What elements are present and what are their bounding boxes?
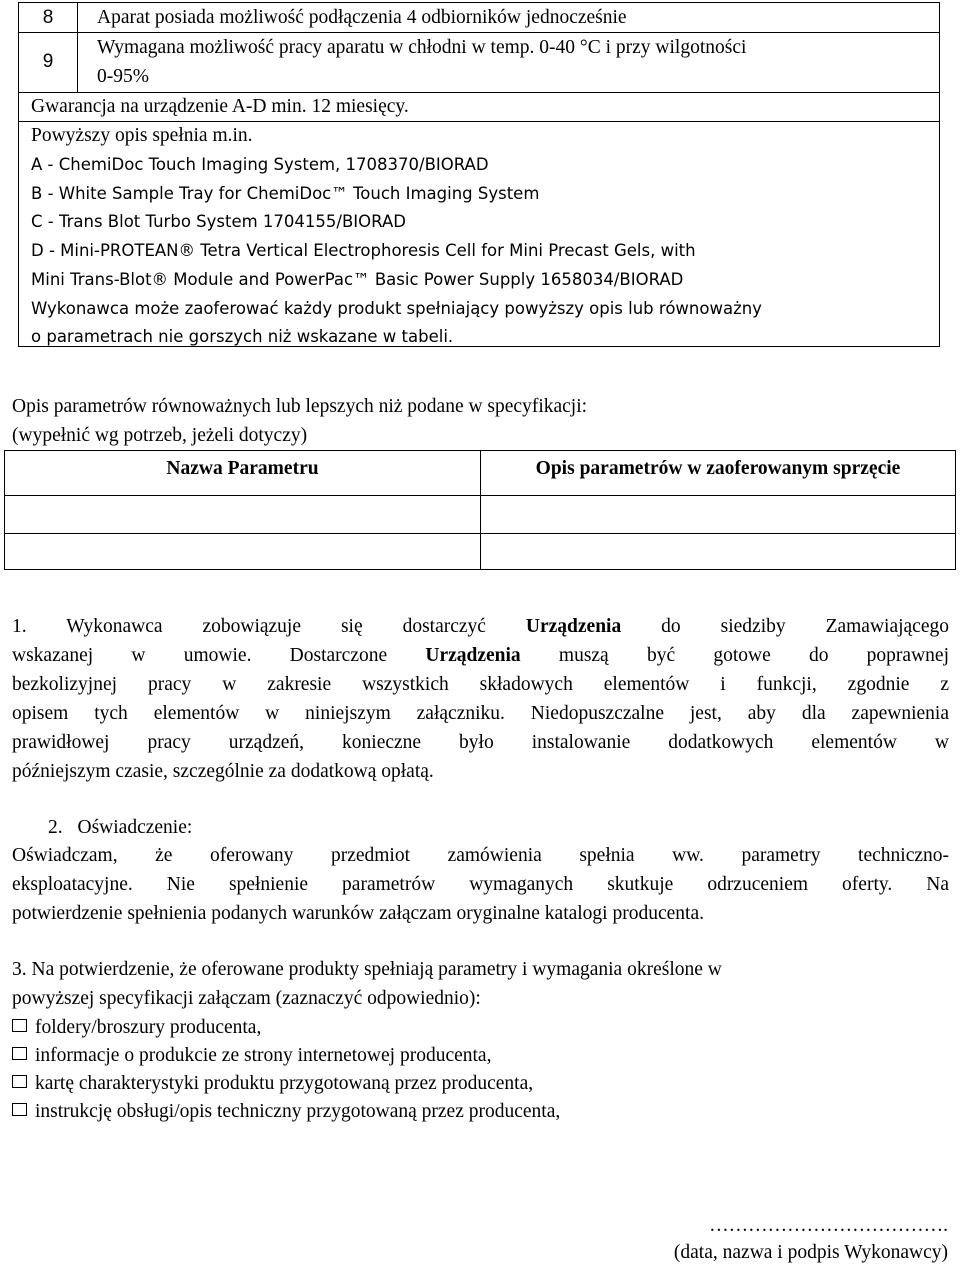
signature-line: ………………………………. (709, 1215, 948, 1236)
row-divider (5, 533, 955, 534)
emphasized-term: Urządzenia (425, 645, 521, 666)
equivalent-hint: (wypełnić wg potrzeb, jeżeli dotyczy) (12, 425, 308, 446)
param-name-cell[interactable] (7, 536, 477, 567)
reference-line: D - Mini-PROTEAN® Tetra Vertical Electrophoresis Cell for Mini Precast Gels, with (31, 241, 696, 260)
param-description-cell[interactable] (483, 498, 953, 531)
column-header-param-name: Nazwa Parametru (166, 458, 319, 479)
declaration-line: Oświadczam, że oferowany przedmiot zamówienia spełnia ww. parametry techniczno- (12, 845, 949, 866)
declaration-heading (48, 813, 192, 842)
obligation-text: późniejszym czasie, szczególnie za dodatkową opłatą. (12, 761, 434, 782)
obligation-line (12, 641, 949, 670)
checkbox-label: foldery/broszury producenta, (35, 1017, 262, 1038)
declaration-title: Oświadczenie: (77, 817, 193, 838)
checkbox-label: informacje o produkcie ze strony internetowej producenta, (35, 1045, 492, 1066)
checkbox-option[interactable] (12, 1013, 261, 1042)
obligation-line (12, 612, 949, 641)
checkbox-square-icon[interactable] (12, 1019, 27, 1032)
attachments-intro: 3. Na potwierdzenie, że oferowane produkty spełniają parametry i wymagania określone w (12, 959, 722, 980)
reference-line: Mini Trans-Blot® Module and PowerPac™ Basic Power Supply 1658034/BIORAD (31, 270, 684, 289)
row-number: 9 (42, 51, 54, 72)
obligation-text: bezkolizyjnej pracy w zakresie wszystkich składowych elementów i funkcji, zgodnie z (12, 674, 949, 695)
obligation-text: do siedziby Zamawiającego (621, 616, 949, 637)
checkbox-label: kartę charakterystyki produktu przygotowaną przez producenta, (35, 1073, 534, 1094)
obligation-text: 1. Wykonawca zobowiązuje się dostarczyć (12, 616, 526, 637)
equivalent-params-table (4, 450, 956, 570)
checkbox-option[interactable] (12, 1041, 491, 1070)
checkbox-square-icon[interactable] (12, 1103, 27, 1116)
obligation-text: wskazanej w umowie. Dostarczone (12, 645, 426, 666)
equivalent-intro: Opis parametrów równoważnych lub lepszych niż podane w specyfikacji: (12, 396, 588, 417)
spec-row-text: Wymagana możliwość pracy aparatu w chłodni w temp. 0-40 °C i przy wilgotności (97, 37, 747, 58)
obligation-text: muszą być gotowe do poprawnej (520, 645, 949, 666)
row-divider (5, 495, 955, 496)
signature-caption: (data, nazwa i podpis Wykonawcy) (673, 1242, 948, 1263)
obligation-text: prawidłowej pracy urządzeń, konieczne było instalowanie dodatkowych elementów w (12, 732, 949, 753)
spec-row-text: 0-95% (97, 66, 149, 87)
obligation-line (12, 757, 949, 786)
reference-line: A - ChemiDoc Touch Imaging System, 1708370/BIORAD (31, 155, 489, 174)
declaration-number: 2. (48, 817, 63, 838)
param-description-cell[interactable] (483, 536, 953, 567)
reference-line: C - Trans Blot Turbo System 1704155/BIORAD (31, 212, 406, 231)
warranty-text: Gwarancja na urządzenie A-D min. 12 miesięcy. (31, 96, 409, 117)
obligation-paragraph (12, 612, 949, 786)
emphasized-term: Urządzenia (525, 616, 622, 637)
attachments-instruction: powyższej specyfikacji załączam (zaznaczyć odpowiednio): (12, 988, 481, 1009)
reference-intro: Powyższy opis spełnia m.in. (31, 125, 253, 146)
checkbox-square-icon[interactable] (12, 1075, 27, 1088)
checkbox-square-icon[interactable] (12, 1047, 27, 1060)
row-number: 8 (42, 7, 54, 28)
obligation-text: opisem tych elementów w niniejszym załączniku. Niedopuszczalne jest, aby dla zapewnienia (12, 703, 949, 724)
reference-line: B - White Sample Tray for ChemiDoc™ Touch Imaging System (31, 184, 540, 203)
obligation-line (12, 728, 949, 757)
param-name-cell[interactable] (7, 498, 477, 531)
checkbox-option[interactable] (12, 1097, 560, 1126)
declaration-paragraph (12, 841, 949, 928)
spec-table (18, 2, 940, 347)
checkbox-label: instrukcję obsługi/opis techniczny przygotowaną przez producenta, (35, 1101, 561, 1122)
checkbox-option[interactable] (12, 1069, 533, 1098)
column-header-param-description: Opis parametrów w zaoferowanym sprzęcie (535, 458, 901, 479)
spec-row-text: Aparat posiada możliwość podłączenia 4 odbiorników jednocześnie (97, 7, 627, 28)
obligation-line (12, 699, 949, 728)
equivalence-note: o parametrach nie gorszych niż wskazane w tabeli. (31, 327, 454, 346)
number-column-divider (77, 3, 78, 92)
obligation-line (12, 670, 949, 699)
declaration-line: potwierdzenie spełnienia podanych warunków załączam oryginalne katalogi producenta. (12, 903, 704, 924)
equivalence-note: Wykonawca może zaoferować każdy produkt spełniający powyższy opis lub równoważny (31, 299, 762, 318)
declaration-line: eksploatacyjne. Nie spełnienie parametrów wymaganych skutkuje odrzuceniem oferty. Na (12, 874, 949, 895)
